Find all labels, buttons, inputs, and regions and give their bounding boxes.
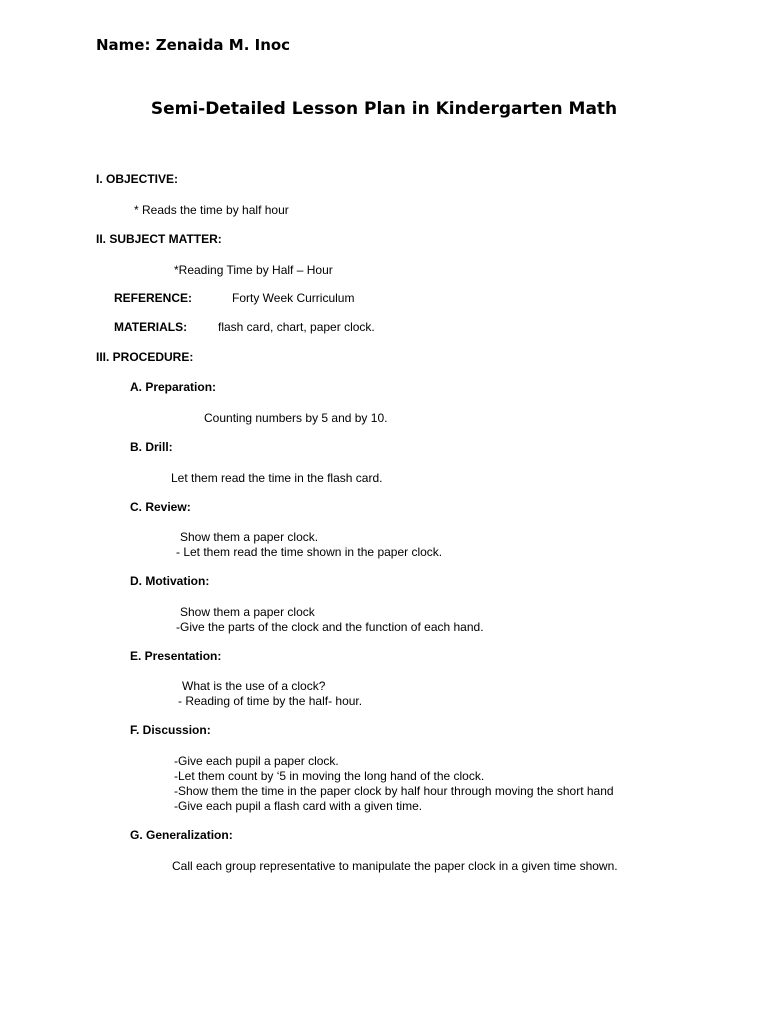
step-heading-discussion: F. Discussion: bbox=[130, 723, 211, 737]
reference-value: Forty Week Curriculum bbox=[232, 291, 355, 305]
subject-matter-heading: II. SUBJECT MATTER: bbox=[96, 232, 222, 246]
step-heading-presentation: E. Presentation: bbox=[130, 649, 222, 663]
materials-label: MATERIALS: bbox=[114, 320, 188, 334]
step-line: -Show them the time in the paper clock by half hour through moving the short hand bbox=[174, 784, 614, 798]
step-heading-drill: B. Drill: bbox=[130, 440, 173, 454]
page-title: Semi-Detailed Lesson Plan in Kindergarten Math bbox=[150, 99, 618, 119]
step-line: Show them a paper clock bbox=[180, 605, 315, 619]
step-line: Show them a paper clock. bbox=[180, 530, 319, 544]
materials-value: flash card, chart, paper clock. bbox=[218, 320, 375, 334]
step-line: What is the use of a clock? bbox=[182, 679, 326, 693]
step-heading-preparation: A. Preparation: bbox=[130, 380, 217, 394]
step-heading-review: C. Review: bbox=[130, 500, 191, 514]
objective-heading: I. OBJECTIVE: bbox=[96, 172, 179, 186]
step-line: Counting numbers by 5 and by 10. bbox=[204, 411, 388, 425]
step-line: -Give the parts of the clock and the function of each hand. bbox=[176, 620, 484, 634]
step-line: Let them read the time in the flash card. bbox=[171, 471, 383, 485]
step-line: -Give each pupil a flash card with a given time. bbox=[174, 799, 423, 813]
procedure-heading: III. PROCEDURE: bbox=[96, 350, 194, 364]
reference-label: REFERENCE: bbox=[114, 291, 193, 305]
step-heading-motivation: D. Motivation: bbox=[130, 574, 210, 588]
step-heading-generalization: G. Generalization: bbox=[130, 828, 233, 842]
step-line: -Give each pupil a paper clock. bbox=[174, 754, 339, 768]
objective-text: * Reads the time by half hour bbox=[134, 203, 289, 217]
subject-topic: *Reading Time by Half – Hour bbox=[174, 263, 333, 277]
step-line: - Let them read the time shown in the paper clock. bbox=[176, 545, 443, 559]
author-name: Name: Zenaida M. Inoc bbox=[96, 36, 291, 54]
step-line: -Let them count by ‘5 in moving the long hand of the clock. bbox=[174, 769, 485, 783]
step-line: Call each group representative to manipulate the paper clock in a given time shown. bbox=[172, 859, 618, 873]
step-line: - Reading of time by the half- hour. bbox=[178, 694, 363, 708]
